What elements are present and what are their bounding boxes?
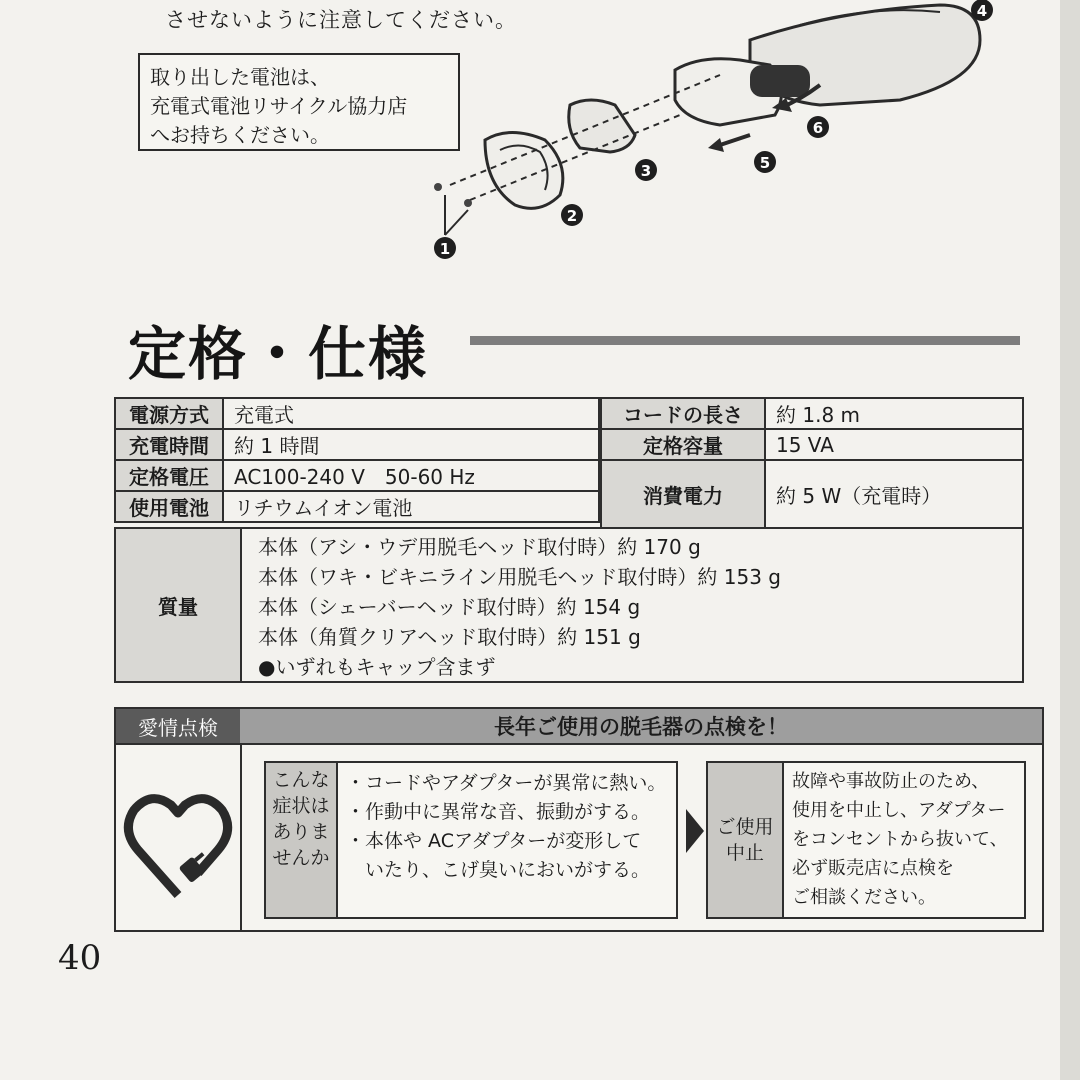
spec-value: 約 5 W（充電時） (765, 460, 1023, 528)
table-row (115, 429, 599, 460)
symptom-item: ・作動中に異常な音、振動がする。 (346, 801, 651, 823)
cover-plate (569, 100, 635, 152)
spec-table-right (600, 397, 1024, 529)
action-line: をコンセントから抜いて、 (792, 829, 1008, 850)
screw (464, 199, 472, 207)
action-line: ご相談ください。 (792, 887, 936, 908)
disassembly-illustration (420, 0, 1040, 270)
table-row (115, 491, 599, 522)
spec-value: 約 1.8 m (765, 398, 1023, 429)
step-number-2 (561, 204, 583, 226)
spec-value: リチウムイオン電池 (223, 491, 599, 522)
spec-value: 約 1 時間 (223, 429, 599, 460)
care-header (116, 709, 1042, 745)
table-row (601, 460, 1023, 528)
table-row (601, 398, 1023, 429)
step-number-5 (754, 151, 776, 173)
arrow-right-icon (686, 809, 704, 853)
section-title: 定格・仕様 (128, 320, 429, 388)
note-line: へお持ちください。 (150, 123, 330, 147)
title-rule (470, 336, 1020, 345)
action-line: 故障や事故防止のため、 (792, 771, 990, 792)
step-number-6 (807, 116, 829, 138)
action-line: 必ず販売店に点検を (792, 858, 954, 879)
heart-plug-icon (116, 745, 242, 930)
svg-text:2: 2 (566, 207, 578, 225)
spec-label: 電源方式 (115, 398, 223, 429)
mass-line: 本体（ワキ・ビキニライン用脱毛ヘッド取付時）約 153 g (258, 565, 781, 589)
spec-label: 定格電圧 (115, 460, 223, 491)
mass-spec (114, 527, 1024, 683)
action-label: ご使用 中止 (708, 763, 784, 917)
step-number-1 (434, 237, 456, 259)
table-row (115, 460, 599, 491)
next-page-edge (1060, 0, 1080, 1080)
battery-cylinder (750, 65, 810, 97)
table-row (115, 398, 599, 429)
battery-recycle-note (138, 53, 460, 151)
page-number: 40 (58, 938, 102, 978)
table-row (601, 429, 1023, 460)
symptom-item: ・本体や ACアダプターが変形して (346, 830, 642, 852)
symptom-item: いたり、こげ臭いにおいがする。 (346, 859, 651, 881)
spec-value: 15 VA (765, 429, 1023, 460)
svg-text:3: 3 (640, 162, 652, 180)
spec-label: 定格容量 (601, 429, 765, 460)
mass-line: 本体（アシ・ウデ用脱毛ヘッド取付時）約 170 g (258, 535, 701, 559)
step-number-3 (635, 159, 657, 181)
end-cap (485, 133, 563, 209)
spec-value: 充電式 (223, 398, 599, 429)
symptom-label: こんな 症状は ありま せんか (266, 763, 338, 917)
mass-note: ●いずれもキャップ含まず (258, 655, 496, 679)
action-box (706, 761, 1026, 919)
spec-label: コードの長さ (601, 398, 765, 429)
spec-table-left (114, 397, 600, 523)
symptom-item: ・コードやアダプターが異常に熱い。 (346, 772, 667, 794)
spec-label: 消費電力 (601, 460, 765, 528)
svg-text:5: 5 (759, 154, 771, 172)
action-line: 使用を中止し、アダプター (792, 800, 1006, 821)
note-line: 充電式電池リサイクル協力店 (150, 94, 408, 118)
mass-line: 本体（角質クリアヘッド取付時）約 151 g (258, 625, 641, 649)
svg-text:6: 6 (812, 119, 824, 137)
symptom-box (264, 761, 678, 919)
mass-line: 本体（シェーバーヘッド取付時）約 154 g (258, 595, 641, 619)
mass-label: 質量 (116, 529, 242, 681)
care-inspection-box (114, 707, 1044, 932)
care-tag: 愛情点検 (116, 709, 240, 743)
step-number-4 (971, 0, 993, 21)
care-title: 長年ご使用の脱毛器の点検を！ (494, 715, 788, 739)
top-caution-text: させないように注意してください。 (165, 8, 517, 32)
svg-text:1: 1 (439, 240, 451, 258)
spec-label: 充電時間 (115, 429, 223, 460)
screw (434, 183, 442, 191)
spec-value: AC100-240 V 50-60 Hz (223, 460, 599, 491)
spec-label: 使用電池 (115, 491, 223, 522)
svg-text:4: 4 (976, 2, 988, 20)
note-line: 取り出した電池は、 (150, 65, 330, 89)
